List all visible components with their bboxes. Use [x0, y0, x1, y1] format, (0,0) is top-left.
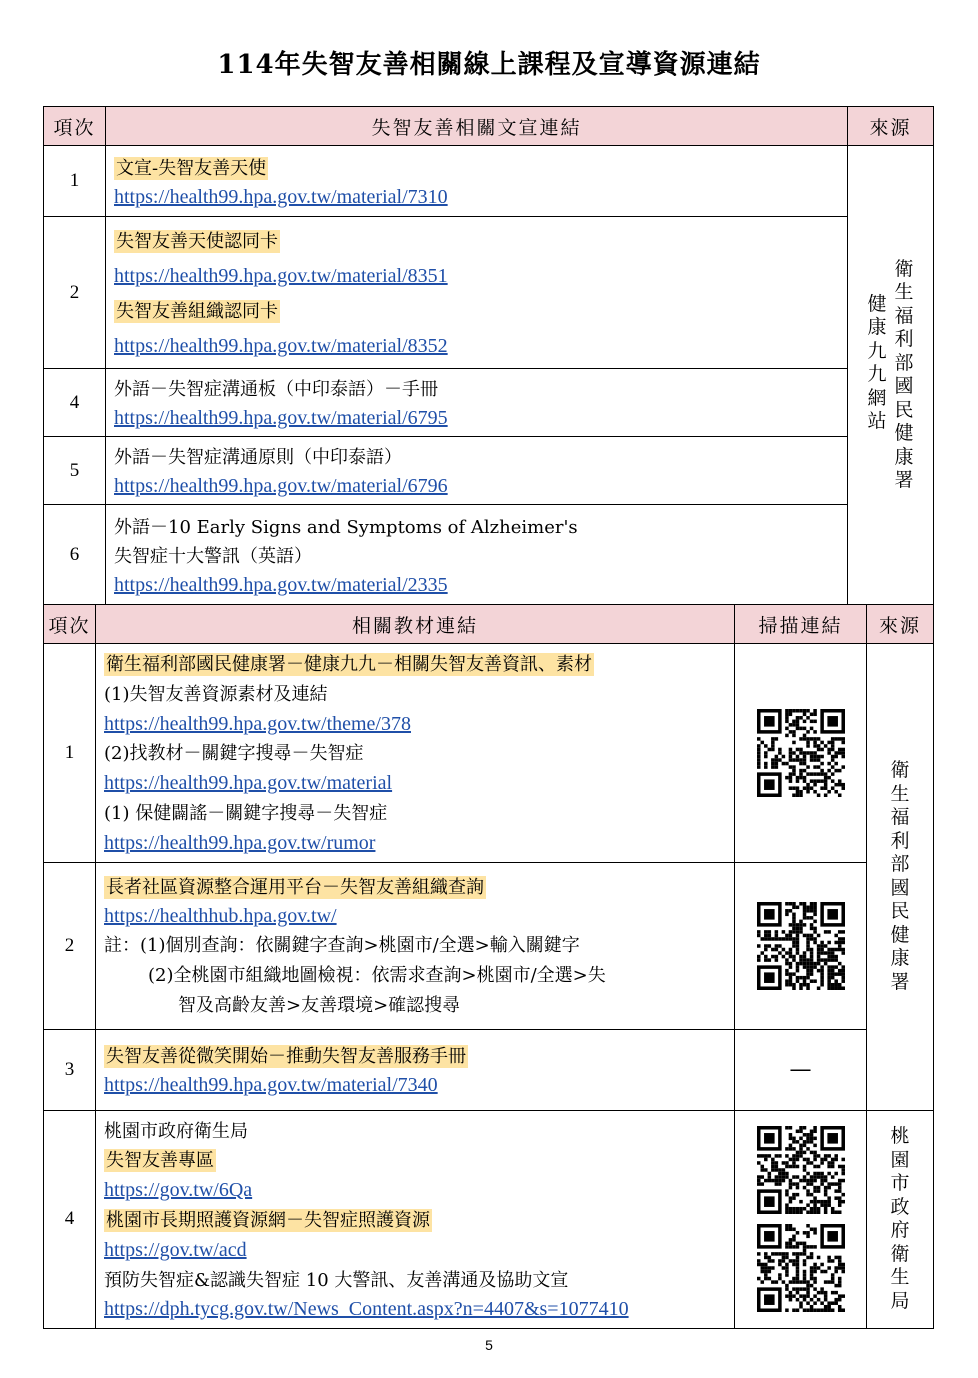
source-char: 國	[890, 876, 910, 899]
source-char: 部	[894, 351, 914, 374]
source-char: 民	[894, 398, 914, 421]
link-url[interactable]: https://health99.hpa.gov.tw/theme/378	[104, 712, 411, 735]
source-char: 健	[867, 292, 887, 315]
item-title: 失智症十大警訊（英語）	[114, 545, 312, 567]
row-number: 2	[44, 217, 106, 369]
item-text: (2)找教材－關鍵字搜尋－失智症	[104, 743, 364, 765]
source-char: 九	[867, 363, 887, 385]
page-number: 5	[485, 1337, 493, 1353]
col-header-source: 來源	[867, 605, 934, 644]
source-char: 健	[890, 923, 910, 946]
source-char: 利	[890, 829, 910, 852]
source-char: 站	[867, 410, 887, 432]
table-row	[44, 1029, 934, 1110]
item-heading: 長者社區資源整合運用平台－失智友善組織查詢	[106, 877, 484, 899]
table-row	[44, 217, 934, 369]
item-text: (1) 保健闢謠－關鍵字搜尋－失智症	[104, 802, 388, 824]
link-url[interactable]: https://health99.hpa.gov.tw/rumor	[104, 831, 376, 854]
link-url[interactable]: https://health99.hpa.gov.tw/material	[104, 772, 393, 795]
link-url[interactable]: https://healthhub.hpa.gov.tw/	[104, 905, 337, 928]
item-heading: 失智友善從微笑開始－推動失智友善服務手冊	[106, 1046, 466, 1068]
qr-code-image[interactable]	[757, 1224, 845, 1312]
col-header-index: 項次	[44, 605, 96, 644]
row-number: 1	[44, 146, 106, 217]
source-char: 生	[890, 1266, 910, 1289]
source-char: 康	[890, 947, 910, 970]
row-number: 5	[44, 437, 106, 505]
source-cell	[867, 644, 934, 1111]
note-text: 註：(1)個別查詢：依關鍵字查詢>桃園市/全選>輸入關鍵字	[104, 935, 580, 957]
source-char: 衛	[890, 1242, 910, 1265]
source-char: 健	[894, 422, 914, 444]
source-char: 福	[894, 304, 914, 327]
item-heading: 桃園市長期照護資源網－失智症照護資源	[106, 1209, 430, 1231]
page-title: 114年失智友善相關線上課程及宣導資源連結	[217, 50, 761, 80]
item-heading: 失智友善專區	[106, 1150, 214, 1172]
qr-code-image[interactable]	[757, 902, 845, 990]
source-char: 衛	[890, 759, 910, 782]
row-number: 4	[44, 1110, 96, 1329]
no-qr-dash: —	[735, 1029, 867, 1110]
link-url[interactable]: https://health99.hpa.gov.tw/material/8352	[114, 335, 448, 357]
link-url[interactable]: https://health99.hpa.gov.tw/material/7340	[104, 1074, 438, 1097]
link-url[interactable]: https://dph.tycg.gov.tw/News_Content.aspx?n=4407&s=1077410	[104, 1298, 629, 1321]
source-char: 局	[890, 1289, 910, 1312]
item-text: 桃園市政府衛生局	[104, 1120, 248, 1142]
source-hpa	[890, 759, 909, 994]
source-cell	[848, 146, 934, 605]
source-char: 網	[867, 386, 887, 409]
link-url[interactable]: https://gov.tw/6Qa	[104, 1179, 253, 1202]
link-url[interactable]: https://health99.hpa.gov.tw/material/6796	[114, 475, 448, 497]
item-title: 外語－10 Early Signs and Symptoms of Alzheimer's	[114, 516, 578, 538]
source-char: 園	[890, 1148, 910, 1171]
source-site	[867, 258, 886, 493]
row-number: 6	[44, 505, 106, 605]
source-char: 政	[890, 1195, 910, 1218]
source-char: 利	[894, 328, 914, 350]
qr-code-image[interactable]	[757, 709, 845, 797]
source-char: 康	[894, 445, 914, 468]
table-row	[44, 1110, 934, 1329]
qr-code-image[interactable]	[757, 1126, 845, 1214]
table-row	[44, 146, 934, 217]
source-char: 福	[890, 806, 910, 829]
item-heading: 衛生福利部國民健康署－健康九九－相關失智友善資訊、素材	[106, 654, 592, 675]
row-number: 4	[44, 369, 106, 437]
source-char: 生	[890, 782, 910, 805]
source-char: 衛	[894, 257, 914, 280]
materials-links-table	[43, 604, 934, 1329]
item-text: 預防失智症&認識失智症 10 大警訊、友善溝通及協助文宣	[104, 1269, 569, 1291]
col-header-links: 失智友善相關文宣連結	[106, 107, 848, 146]
link-url[interactable]: https://health99.hpa.gov.tw/material/2335	[114, 573, 448, 596]
col-header-scan: 掃描連結	[735, 605, 867, 644]
item-title: 文宣-失智友善天使	[116, 157, 267, 179]
link-url[interactable]: https://health99.hpa.gov.tw/material/8351	[114, 265, 448, 287]
item-title: 失智友善天使認同卡	[116, 231, 278, 252]
source-cell	[867, 1110, 934, 1329]
row-number: 2	[44, 862, 96, 1029]
source-char: 桃	[890, 1125, 910, 1148]
link-url[interactable]: https://health99.hpa.gov.tw/material/7310	[114, 185, 448, 208]
table-row	[44, 437, 934, 505]
col-header-links: 相關教材連結	[96, 605, 735, 644]
item-title: 外語－失智症溝通原則（中印泰語）	[114, 447, 402, 468]
item-title: 外語－失智症溝通板（中印泰語）－手冊	[114, 379, 438, 400]
leaflet-links-table	[43, 106, 934, 605]
source-char: 國	[894, 375, 914, 397]
source-char: 部	[890, 853, 910, 876]
source-char: 九	[867, 339, 887, 362]
note-text: (2)全桃園市組織地圖檢視：依需求查詢>桃園市/全選>失	[148, 965, 606, 987]
source-char: 府	[890, 1219, 910, 1242]
table-row	[44, 644, 934, 863]
row-number: 3	[44, 1029, 96, 1110]
link-url[interactable]: https://gov.tw/acd	[104, 1238, 247, 1261]
col-header-source: 來源	[848, 107, 934, 146]
item-text: (1)失智友善資源素材及連結	[104, 683, 328, 705]
col-header-index: 項次	[44, 107, 106, 146]
note-text: 智及高齡友善>友善環境>確認搜尋	[178, 995, 461, 1017]
item-title: 失智友善組織認同卡	[116, 301, 278, 322]
source-tycg	[890, 1125, 909, 1313]
table-row	[44, 505, 934, 605]
source-char: 康	[867, 316, 887, 338]
source-name	[895, 258, 914, 493]
table-row	[44, 862, 934, 1029]
source-char: 民	[890, 900, 910, 923]
source-char: 署	[894, 469, 914, 491]
link-url[interactable]: https://health99.hpa.gov.tw/material/6795	[114, 407, 448, 429]
source-char: 署	[890, 970, 910, 993]
source-char: 生	[894, 281, 914, 303]
table-row	[44, 369, 934, 437]
row-number: 1	[44, 644, 96, 863]
source-char: 市	[890, 1172, 910, 1195]
